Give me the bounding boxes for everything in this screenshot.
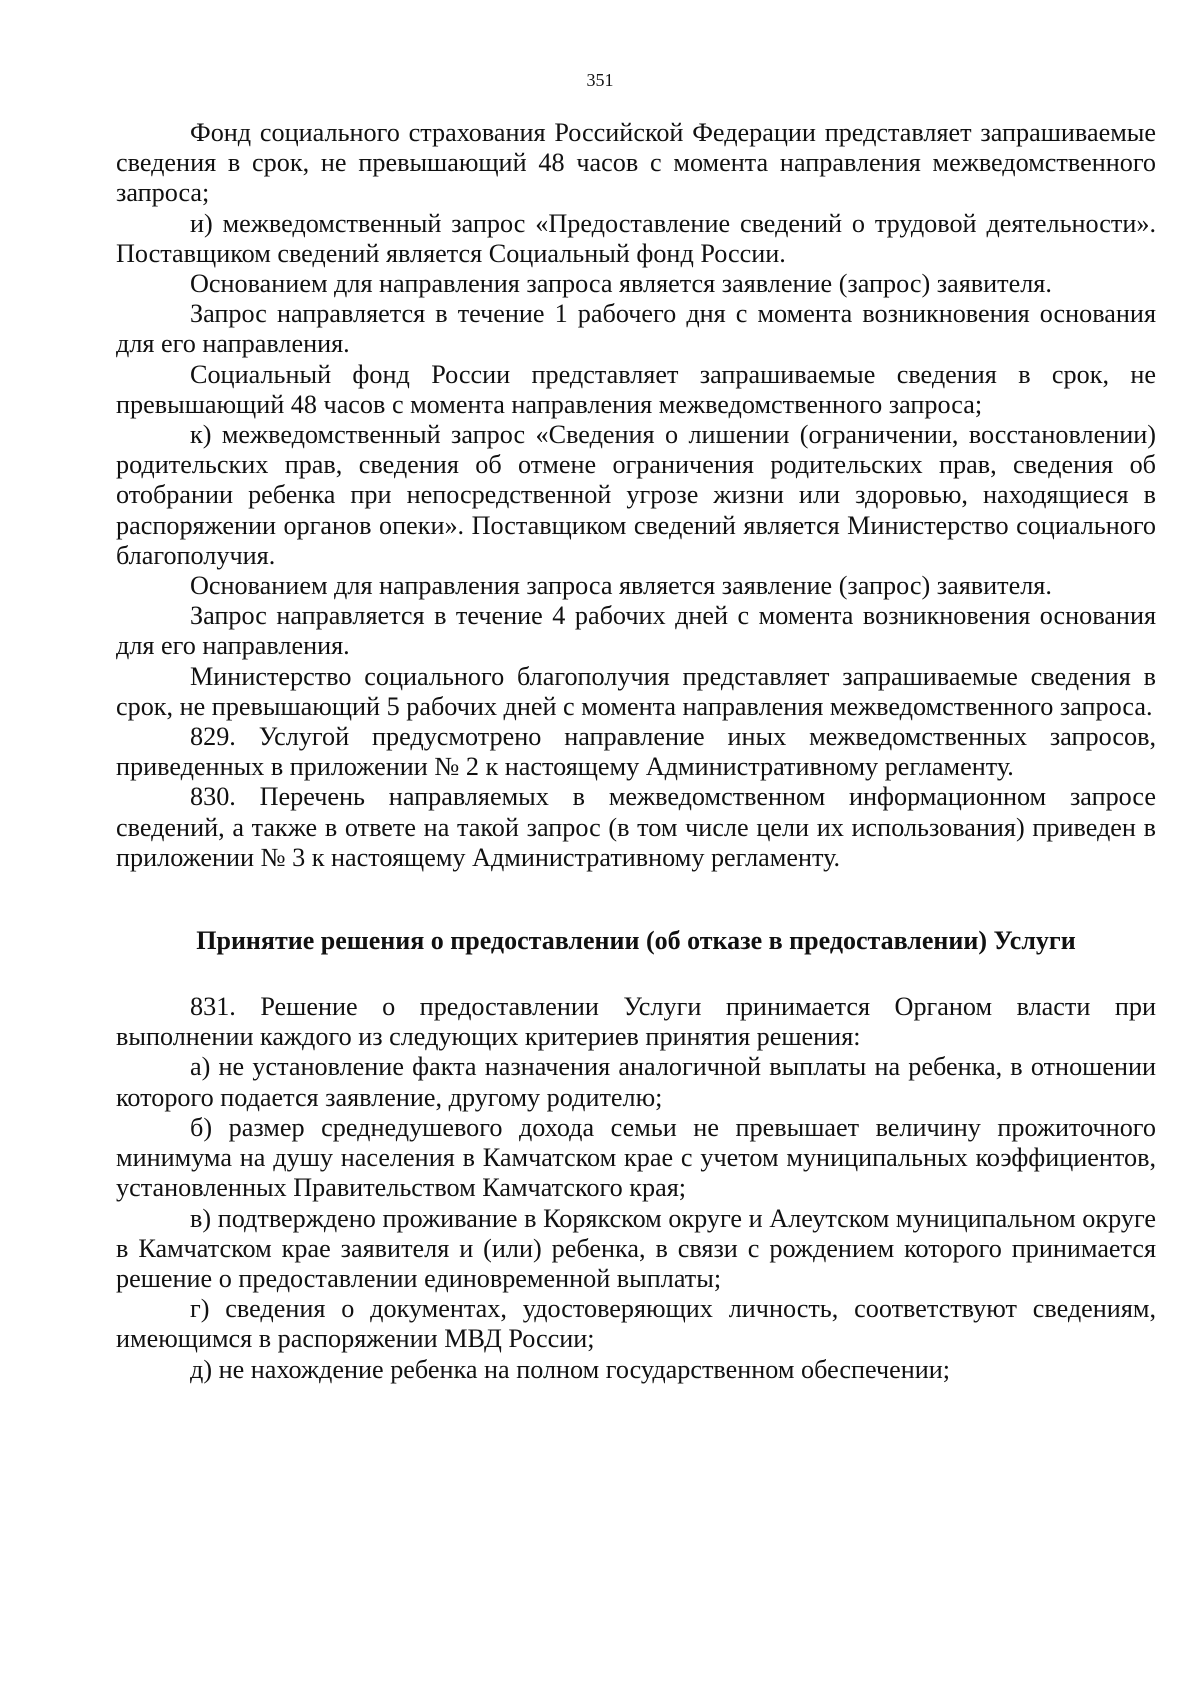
document-body: [116, 118, 1156, 1385]
criterion-b: б) размер среднедушевого дохода семьи не превышает величину прожиточного минимума на душу населения в Камчатском крае с учетом муниципальных коэффициентов, установленных Правительством Камчатского края;: [116, 1112, 1156, 1203]
paragraph-sfr-response: Социальный фонд России представляет запрашиваемые сведения в срок, не превышающий 48 часов с момента направления межведомственного запроса;: [116, 359, 1156, 419]
paragraph-831: 831. Решение о предоставлении Услуги принимается Органом власти при выполнении каждого из следующих критериев принятия решения:: [116, 992, 1156, 1052]
paragraph-fss-response: Фонд социального страхования Российской Федерации представляет запрашиваемые сведения в срок, не превышающий 48 часов с момента направления межведомственного запроса;: [116, 118, 1156, 208]
paragraph-request-k: к) межведомственный запрос «Сведения о лишении (ограничении, восстановлении) родительских прав, сведения об отмене ограничения родительских прав, сведения об отобрании ребенка при непосредственной угрозе жизни или здоровью, находящиеся в распоряжении органов опеки». Поставщиком сведений является Министерство социального благополучия.: [116, 420, 1156, 570]
page-number: 351: [586, 70, 614, 90]
paragraph-830: 830. Перечень направляемых в межведомственном информационном запросе сведений, а также в ответе на такой запрос (в том числе цели их использования) приведен в приложении № 3 к настоящему Административному регламенту.: [116, 782, 1156, 872]
criterion-a: а) не установление факта назначения аналогичной выплаты на ребенка, в отношении которого подается заявление, другому родителю;: [116, 1052, 1156, 1112]
criterion-v: в) подтверждено проживание в Корякском округе и Алеутском муниципальном округе в Камчатском крае заявителя и (или) ребенка, в связи с рождением которого принимается решение о предоставлении единовременной выплаты;: [116, 1203, 1156, 1293]
criterion-g: г) сведения о документах, удостоверяющих личность, соответствуют сведениям, имеющимся в распоряжении МВД России;: [116, 1294, 1156, 1354]
paragraph-request-i: и) межведомственный запрос «Предоставление сведений о трудовой деятельности». Поставщиком сведений является Социальный фонд России.: [116, 208, 1156, 268]
paragraph-basis-k: Основанием для направления запроса является заявление (запрос) заявителя.: [190, 571, 1052, 601]
paragraph-timing-k: Запрос направляется в течение 4 рабочих дней с момента возникновения основания для его направления.: [116, 601, 1156, 661]
section-heading: Принятие решения о предоставлении (об отказе в предоставлении) Услуги: [196, 926, 1076, 956]
paragraph-ministry-response: Министерство социального благополучия представляет запрашиваемые сведения в срок, не превышающий 5 рабочих дней с момента направления межведомственного запроса.: [116, 661, 1156, 721]
criterion-d: д) не нахождение ребенка на полном государственном обеспечении;: [190, 1354, 951, 1384]
paragraph-829: 829. Услугой предусмотрено направление иных межведомственных запросов, приведенных в приложении № 2 к настоящему Административному регламенту.: [116, 722, 1156, 782]
paragraph-timing-i: Запрос направляется в течение 1 рабочего дня с момента возникновения основания для его направления.: [116, 299, 1156, 359]
paragraph-basis-i: Основанием для направления запроса является заявление (запрос) заявителя.: [190, 269, 1052, 299]
